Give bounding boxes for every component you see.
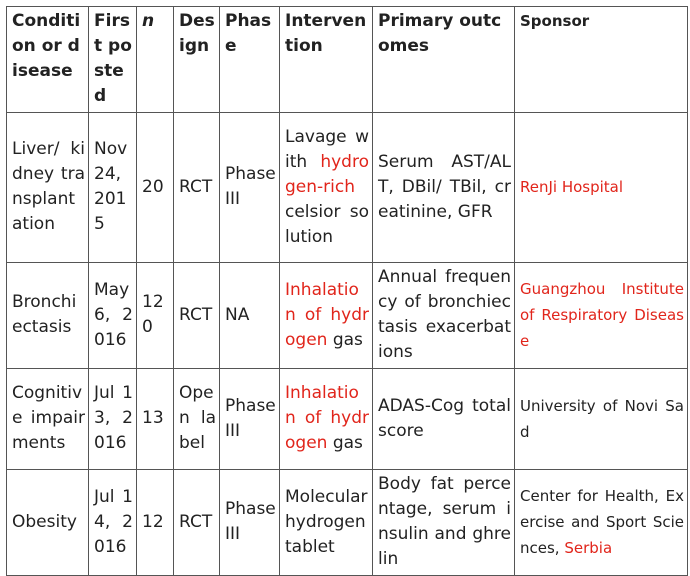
cell-phase: Phase III xyxy=(220,470,280,576)
cell-primary-outcomes: Serum AST/ALT, DBil/ TBil, creatinine, GFR xyxy=(373,113,515,263)
sponsor-text: University of Novi Sad xyxy=(520,396,684,441)
header-sponsor: Sponsor xyxy=(515,7,688,113)
cell-phase: Phase III xyxy=(220,113,280,263)
cell-first-posted: Nov 24, 2015 xyxy=(89,113,137,263)
table-row xyxy=(7,470,688,576)
cell-n: 120 xyxy=(137,263,174,369)
cell-primary-outcomes: Annual frequency of bronchiectasis exacerbations xyxy=(373,263,515,369)
cell-condition: Liver/ kidney transplantation xyxy=(7,113,89,263)
cell-sponsor xyxy=(515,470,688,576)
cell-n: 12 xyxy=(137,470,174,576)
cell-n: 13 xyxy=(137,369,174,470)
table-row xyxy=(7,369,688,470)
cell-first-posted: Jul 14, 2016 xyxy=(89,470,137,576)
cell-phase: NA xyxy=(220,263,280,369)
header-row xyxy=(7,7,688,113)
header-condition: Condition or disease xyxy=(7,7,89,113)
clinical-trials-table xyxy=(6,6,688,576)
cell-first-posted: May 6, 2016 xyxy=(89,263,137,369)
header-design: Design xyxy=(174,7,220,113)
cell-design: RCT xyxy=(174,470,220,576)
header-n: n xyxy=(137,7,174,113)
table-row xyxy=(7,113,688,263)
cell-condition: Obesity xyxy=(7,470,89,576)
cell-sponsor xyxy=(515,113,688,263)
cell-n: 20 xyxy=(137,113,174,263)
sponsor-highlight: Guangzhou Institute of Respiratory Disease xyxy=(520,280,684,350)
cell-sponsor xyxy=(515,263,688,369)
cell-phase: Phase III xyxy=(220,369,280,470)
header-first-posted: First posted xyxy=(89,7,137,113)
intervention-highlight: Inhalation of hydrogen xyxy=(285,279,369,350)
cell-intervention xyxy=(280,470,373,576)
cell-design: RCT xyxy=(174,113,220,263)
cell-design: Open label xyxy=(174,369,220,470)
cell-condition: Cognitive impairments xyxy=(7,369,89,470)
intervention-text: Molecular hydrogen tablet xyxy=(285,486,368,557)
header-phase: Phase xyxy=(220,7,280,113)
sponsor-text: Center for Health, Exercise and Sport Sciences, xyxy=(520,487,684,557)
intervention-text-end: celsior solution xyxy=(285,201,369,247)
cell-intervention xyxy=(280,113,373,263)
cell-sponsor xyxy=(515,369,688,470)
sponsor-highlight: Serbia xyxy=(564,539,613,557)
intervention-highlight: Inhalation of hydrogen xyxy=(285,383,369,453)
intervention-text: Lavage with xyxy=(285,126,369,172)
sponsor-highlight: RenJi Hospital xyxy=(520,178,624,196)
cell-first-posted: Jul 13, 2016 xyxy=(89,369,137,470)
header-intervention: Intervention xyxy=(280,7,373,113)
cell-design: RCT xyxy=(174,263,220,369)
cell-primary-outcomes: ADAS-Cog total score xyxy=(373,369,515,470)
cell-intervention xyxy=(280,369,373,470)
cell-condition: Bronchiectasis xyxy=(7,263,89,369)
header-primary-outcomes: Primary outcomes xyxy=(373,7,515,113)
intervention-text-end: gas xyxy=(327,433,363,453)
intervention-text-end: gas xyxy=(327,329,363,350)
intervention-highlight: hydrogen-rich xyxy=(285,151,369,197)
cell-intervention xyxy=(280,263,373,369)
cell-primary-outcomes: Body fat percentage, serum insulin and ghrelin xyxy=(373,470,515,576)
table-row xyxy=(7,263,688,369)
